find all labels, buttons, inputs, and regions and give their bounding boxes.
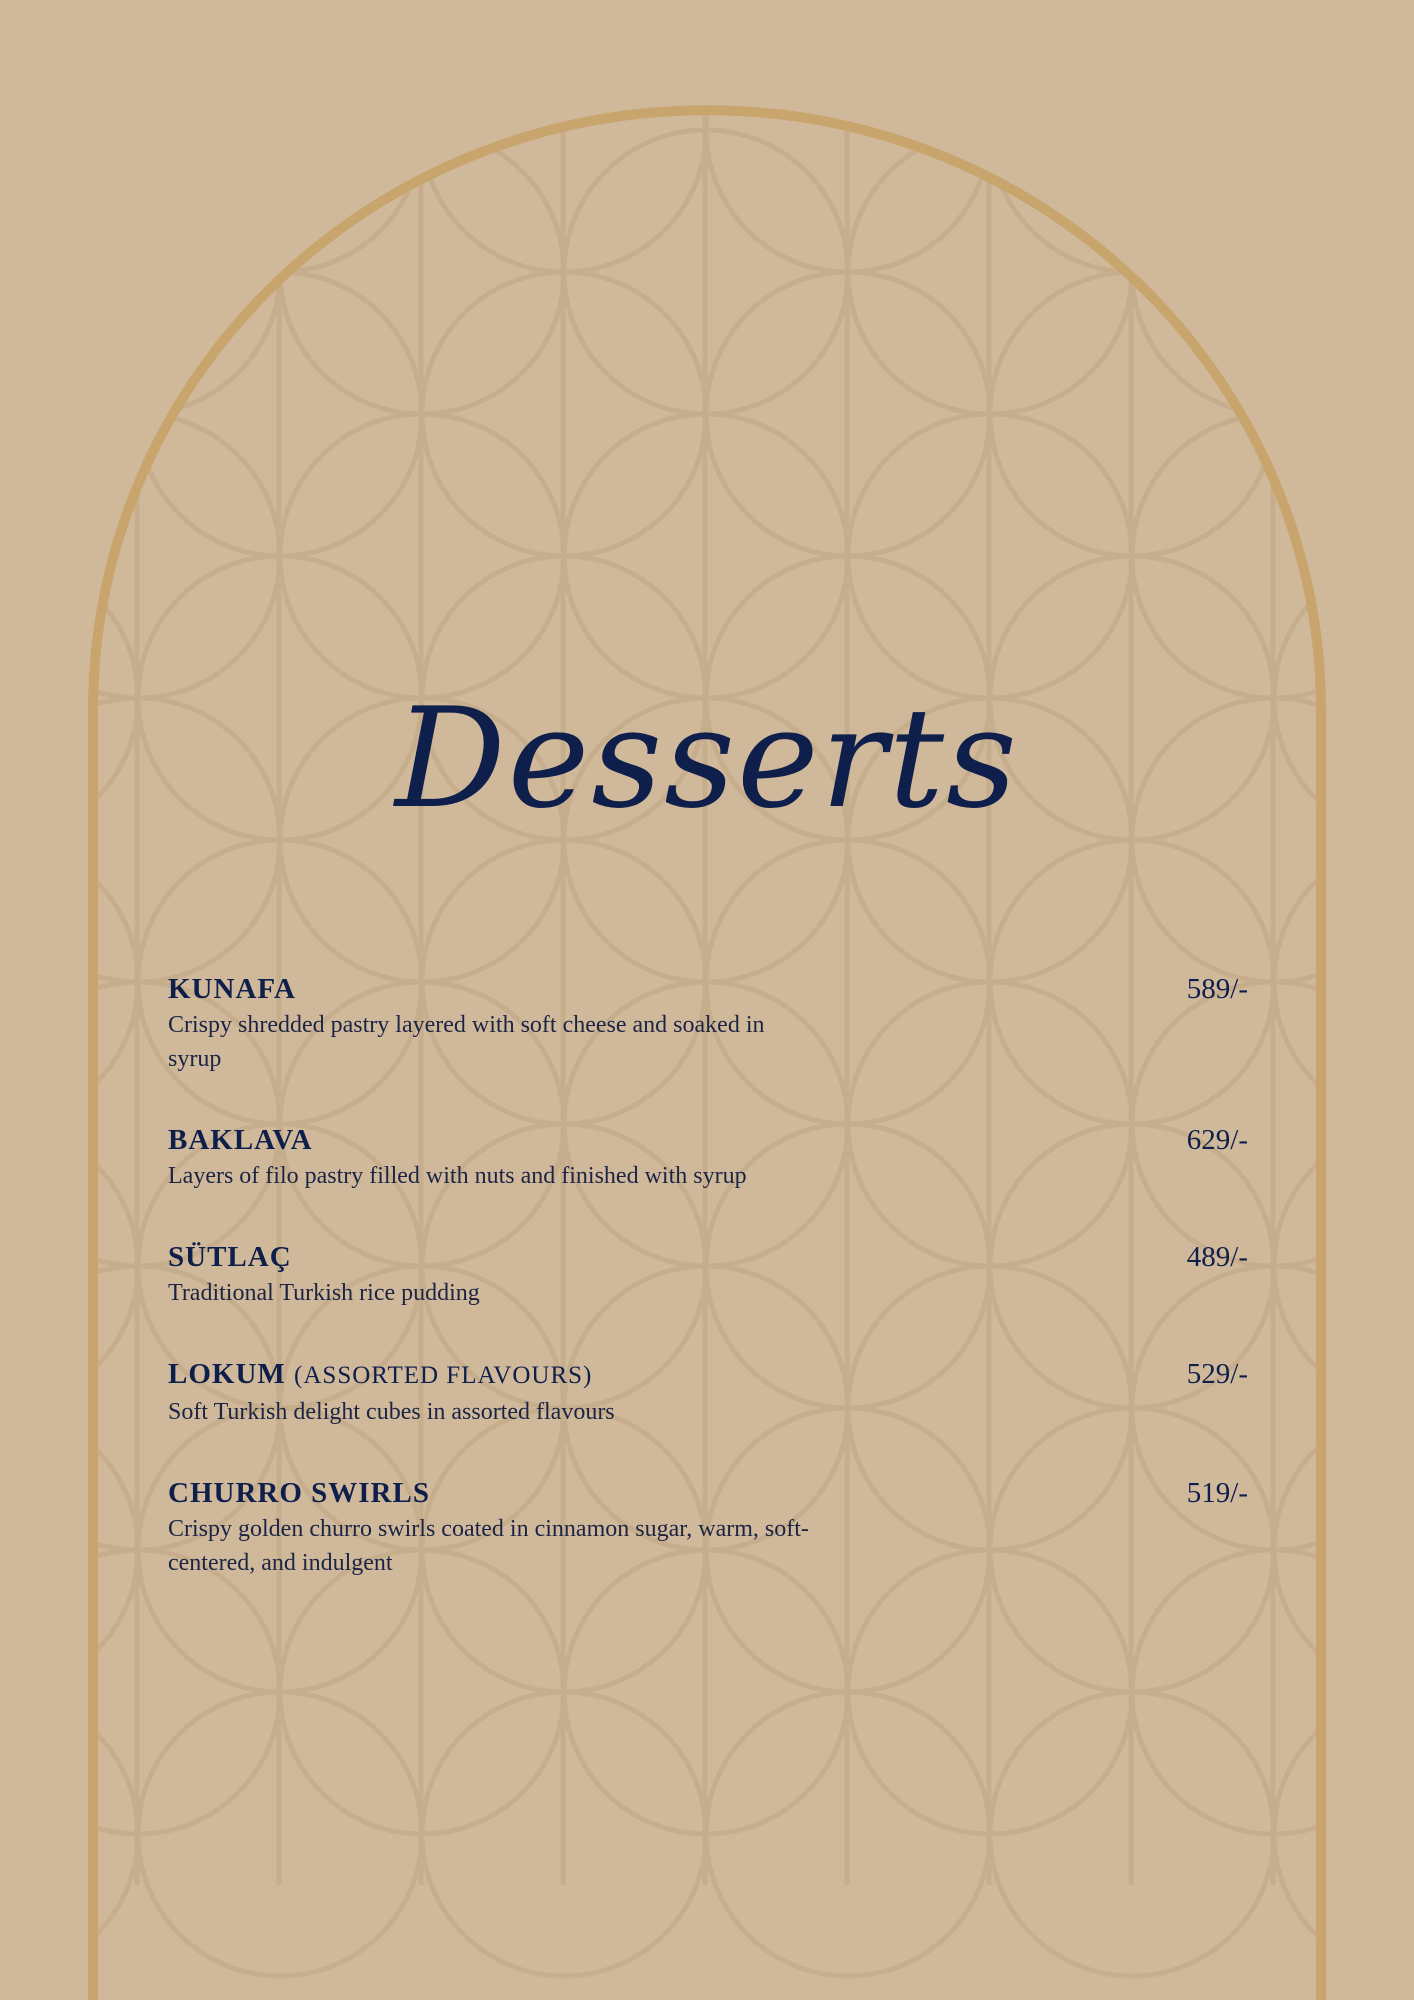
item-description: Crispy shredded pastry layered with soft cheese and soaked in syrup (168, 1012, 765, 1072)
menu-item-churro-swirls (168, 1476, 1248, 1580)
item-name: CHURRO SWIRLS (168, 1477, 430, 1509)
menu-list (168, 972, 1248, 1580)
item-description: Traditional Turkish rice pudding (168, 1280, 480, 1306)
lattice-circle (990, 0, 1274, 272)
lattice-circle (1132, 130, 1414, 414)
item-price: 489/- (1186, 1241, 1248, 1273)
menu-item-lokum (168, 1357, 1248, 1429)
item-price: 629/- (1186, 1124, 1248, 1156)
item-note: (ASSORTED FLAVOURS) (294, 1362, 593, 1389)
menu-item-sutlac (168, 1240, 1248, 1310)
item-name: SÜTLAÇ (168, 1241, 292, 1273)
menu-item-baklava (168, 1123, 1248, 1193)
item-description: Crispy golden churro swirls coated in cinnamon sugar, warm, soft-centered, and indulgent (168, 1516, 809, 1576)
lattice-circle (1274, 272, 1414, 556)
menu-item-kunafa (168, 972, 1248, 1076)
lattice-circle (0, 130, 280, 414)
menu-title: Desserts (395, 678, 1019, 839)
lattice-circle (0, 414, 280, 698)
item-price: 519/- (1186, 1477, 1248, 1509)
item-price: 529/- (1186, 1358, 1248, 1390)
item-name: LOKUM (ASSORTED FLAVOURS) (168, 1358, 593, 1390)
item-name: BAKLAVA (168, 1124, 313, 1156)
item-name: KUNAFA (168, 973, 296, 1005)
lattice-circle (0, 272, 138, 556)
lattice-circle (138, 0, 422, 272)
item-description: Layers of filo pastry filled with nuts and finished with syrup (168, 1163, 747, 1189)
item-description: Soft Turkish delight cubes in assorted flavours (168, 1399, 615, 1425)
item-price: 589/- (1186, 973, 1248, 1005)
lattice-circle (0, 1550, 280, 1834)
lattice-circle (1274, 0, 1414, 272)
lattice-circle (0, 0, 138, 272)
